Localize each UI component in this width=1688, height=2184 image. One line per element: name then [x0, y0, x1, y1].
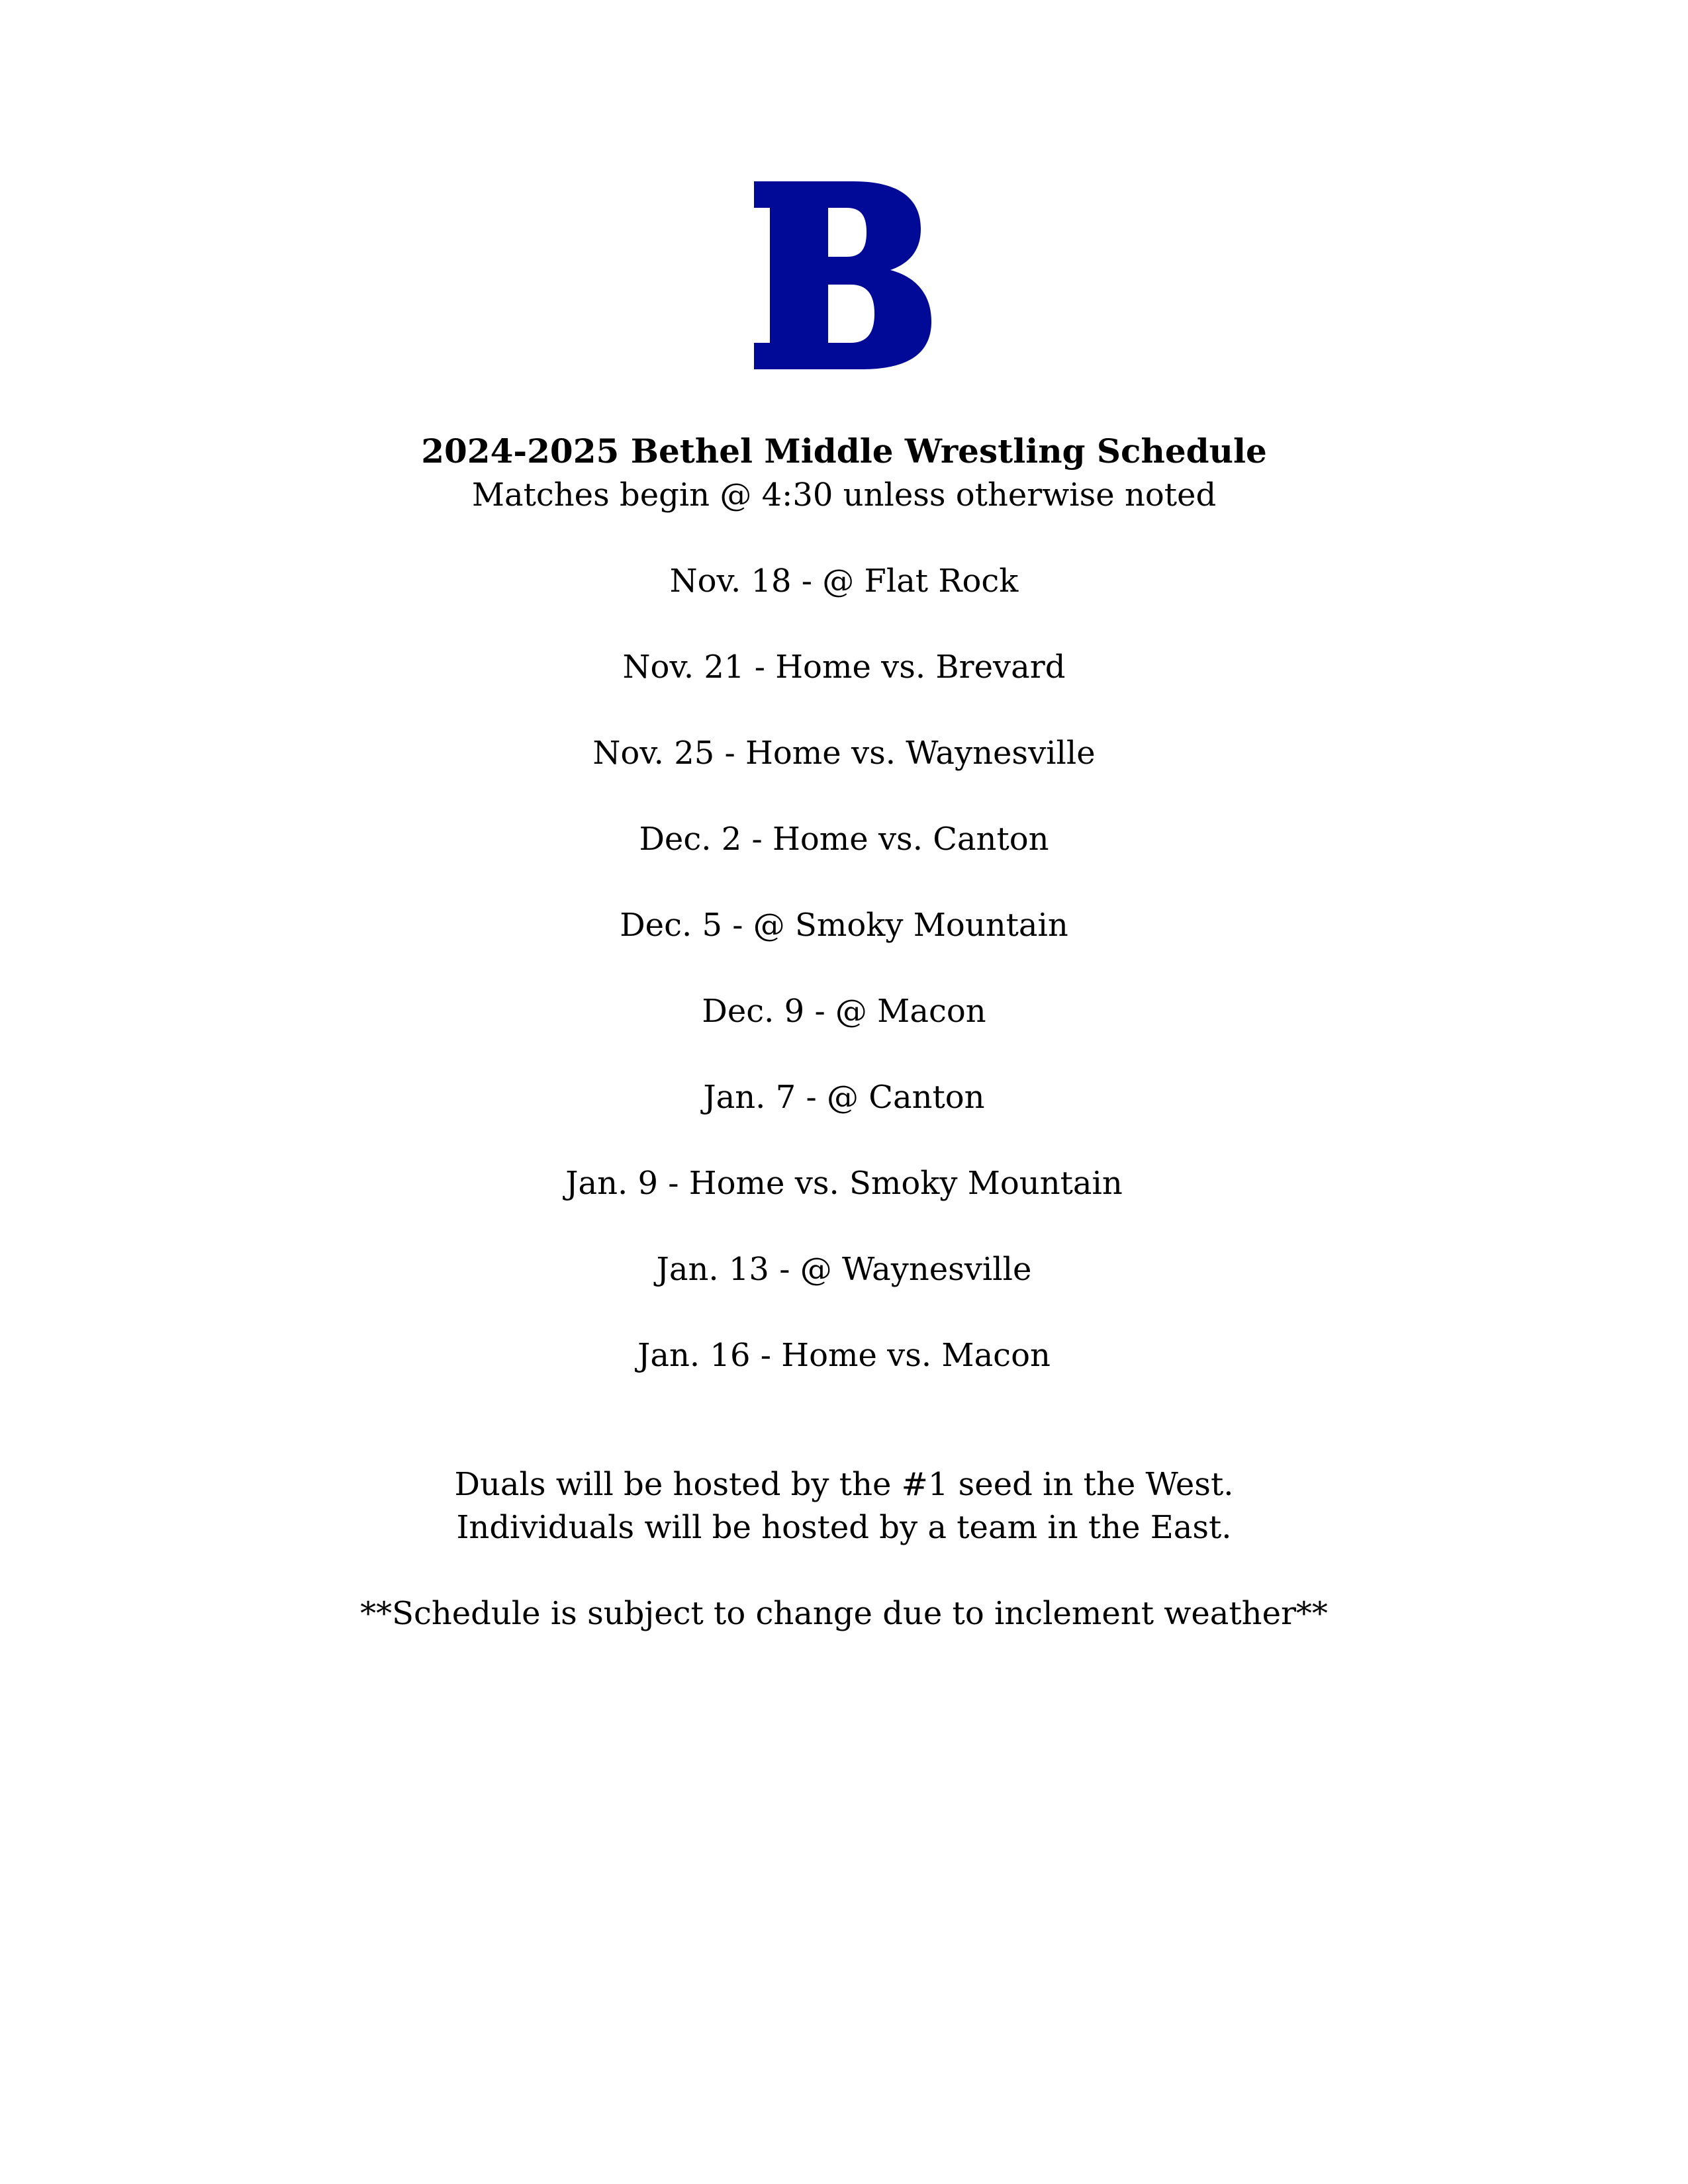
start-time-note: Matches begin @ 4:30 unless otherwise noted	[471, 477, 1217, 514]
schedule-item: Jan. 7 - @ Canton	[703, 1079, 985, 1116]
schedule-item: Jan. 13 - @ Waynesville	[656, 1251, 1032, 1288]
individuals-note: Individuals will be hosted by a team in the East.	[456, 1509, 1232, 1546]
schedule-item: Dec. 9 - @ Macon	[702, 993, 986, 1030]
schedule-item: Dec. 2 - Home vs. Canton	[639, 821, 1049, 858]
b-letter-shape	[754, 181, 931, 369]
schedule-item: Jan. 16 - Home vs. Macon	[637, 1337, 1051, 1374]
schedule-item: Jan. 9 - Home vs. Smoky Mountain	[565, 1165, 1123, 1202]
weather-disclaimer: **Schedule is subject to change due to inclement weather**	[360, 1595, 1328, 1632]
schedule-item: Nov. 18 - @ Flat Rock	[669, 563, 1019, 600]
bethel-b-logo	[754, 181, 931, 369]
duals-note: Duals will be hosted by the #1 seed in the West.	[454, 1466, 1234, 1503]
page-title: 2024-2025 Bethel Middle Wrestling Schedule	[421, 432, 1267, 471]
schedule-item: Dec. 5 - @ Smoky Mountain	[620, 907, 1068, 944]
schedule-item: Nov. 25 - Home vs. Waynesville	[592, 735, 1096, 772]
schedule-item: Nov. 21 - Home vs. Brevard	[622, 649, 1066, 686]
